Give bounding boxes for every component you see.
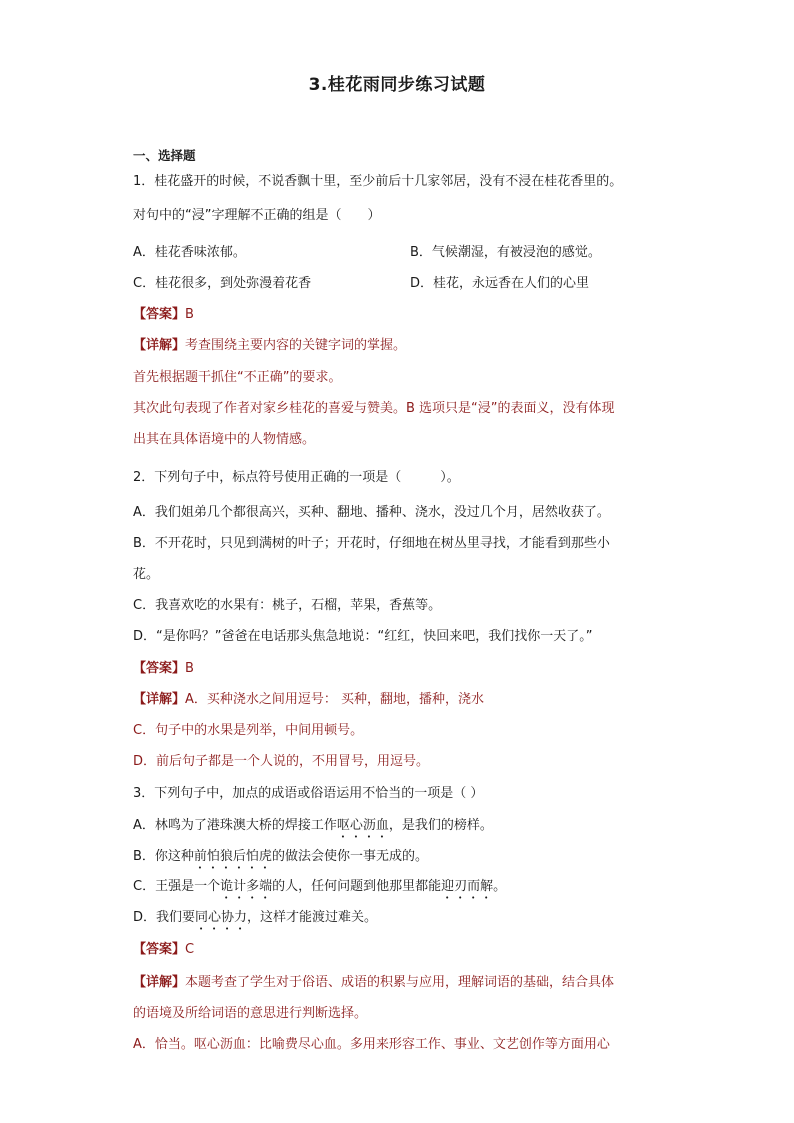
answer-label: 【答案】 [133, 942, 186, 957]
q2-option-c: C．我喜欢吃的水果有：桃子，石榴，苹果，香蕉等。 [133, 598, 442, 613]
detail-text: 本题考查了学生对于俗语、成语的积累与应用，理解词语的基础，结合具体 [185, 975, 615, 990]
q1-detail2: 首先根据题干抓住“不正确”的要求。 [133, 370, 342, 385]
option-text: D．我们要 [133, 910, 196, 925]
q3-detail2: 的语境及所给词语的意思进行判断选择。 [133, 1006, 368, 1021]
q3-option-b [133, 847, 428, 872]
q2-detail2: C．句子中的水果是列举，中间用顿号。 [133, 723, 364, 738]
option-text: ，这样才能渡过难关。 [247, 910, 378, 925]
q3-option-d [133, 908, 377, 933]
detail-label: 【详解】 [133, 338, 186, 353]
dotted-idiom: 迎刃而解 [441, 879, 494, 894]
option-text: B．你这种 [133, 849, 194, 864]
q3-answer [133, 940, 194, 960]
q1-detail1 [133, 336, 406, 356]
dotted-idiom: 前怕狼后怕虎 [193, 849, 272, 864]
option-text: A．林鸣为了港珠澳大桥的焊接工作 [133, 818, 337, 833]
q2-detail1 [133, 690, 484, 710]
q2-detail3: D．前后句子都是一个人说的，不用冒号，用逗号。 [133, 754, 430, 769]
section-heading: 一、选择题 [133, 148, 196, 163]
dotted-idiom: 呕心沥血 [336, 818, 389, 833]
q3-option-c [133, 877, 506, 902]
q2-option-d: D．“是你吗？”爸爸在电话那头焦急地说：“红红，快回来吧，我们找你一天了。” [133, 629, 593, 644]
answer-label: 【答案】 [133, 307, 186, 322]
q2-stem: 2．下列句子中，标点符号使用正确的一项是（ ）。 [133, 470, 460, 485]
q1-stem-line1: 1．桂花盛开的时候，不说香飘十里，至少前后十几家邻居，没有不浸在桂花香里的。 [133, 174, 623, 189]
q3-detail1 [133, 973, 614, 993]
detail-text: A．买种浇水之间用逗号： 买种，翻地，播种，浇水 [185, 692, 485, 707]
q1-option-d: D．桂花，永远香在人们的心里 [410, 276, 590, 291]
option-text: 的人，任何问题到他那里都能 [272, 879, 442, 894]
dotted-idiom: 诡计多端 [220, 879, 273, 894]
answer-value: B [185, 307, 194, 322]
detail-text: 考查围绕主要内容的关键字词的掌握。 [185, 338, 407, 353]
q1-option-c: C．桂花很多，到处弥漫着花香 [133, 276, 312, 291]
page-title: 3.桂花雨同步练习试题 [308, 75, 486, 95]
q1-option-b: B．气候潮湿，有被浸泡的感觉。 [410, 245, 601, 260]
q1-detail4: 出其在具体语境中的人物情感。 [133, 432, 316, 447]
q3-stem: 3．下列句子中，加点的成语或俗语运用不恰当的一项是（ ） [133, 786, 484, 801]
dotted-idiom: 同心协力 [195, 910, 248, 925]
detail-label: 【详解】 [133, 692, 186, 707]
q1-answer [133, 305, 194, 325]
q2-answer [133, 659, 194, 679]
detail-label: 【详解】 [133, 975, 186, 990]
answer-label: 【答案】 [133, 661, 186, 676]
q1-detail3: 其次此句表现了作者对家乡桂花的喜爱与赞美。B 选项只是“浸”的表面义，没有体现 [133, 401, 615, 416]
q2-option-b-line2: 花。 [133, 567, 160, 582]
q3-option-a [133, 816, 493, 841]
option-text: C．王强是一个 [133, 879, 221, 894]
q1-stem-line2: 对句中的“浸”字理解不正确的组是（ ） [133, 208, 381, 223]
q3-detail3: A．恰当。呕心沥血：比喻费尽心血。多用来形容工作、事业、文艺创作等方面用心 [133, 1037, 610, 1052]
q2-option-b-line1: B．不开花时，只见到满树的叶子；开花时，仔细地在树丛里寻找，才能看到那些小 [133, 536, 610, 551]
option-text: 的做法会使你一事无成的。 [271, 849, 428, 864]
answer-value: B [185, 661, 194, 676]
option-text: 。 [493, 879, 507, 894]
option-text: ，是我们的榜样。 [388, 818, 493, 833]
q2-option-a: A．我们姐弟几个都很高兴，买种、翻地、播种、浇水，没过几个月，居然收获了。 [133, 505, 610, 520]
q1-option-a: A．桂花香味浓郁。 [133, 245, 246, 260]
answer-value: C [185, 942, 195, 957]
